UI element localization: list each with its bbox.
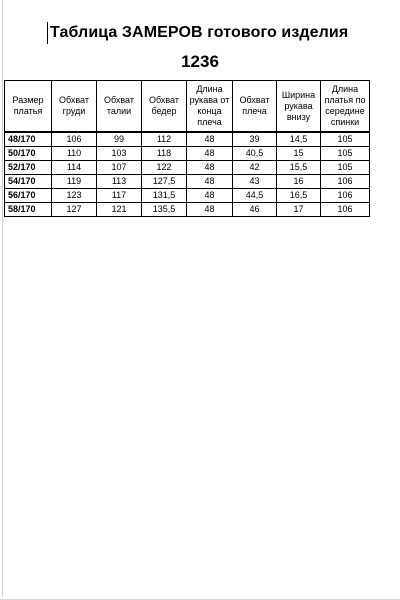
table-cell[interactable]: 105 — [321, 147, 370, 161]
table-cell[interactable]: 46 — [233, 203, 277, 217]
table-cell[interactable]: 42 — [233, 161, 277, 175]
table-header-row — [5, 81, 370, 133]
table-cell[interactable]: 48 — [187, 132, 233, 147]
table-cell[interactable]: 15,5 — [277, 161, 321, 175]
table-cell[interactable]: 131,5 — [142, 189, 187, 203]
column-header[interactable]: Обхват талии — [97, 81, 142, 133]
table-row — [5, 189, 370, 203]
table-cell[interactable]: 16 — [277, 175, 321, 189]
column-header[interactable]: Размер платья — [5, 81, 52, 133]
model-number[interactable]: 1236 — [181, 52, 219, 71]
table-cell[interactable]: 106 — [52, 132, 97, 147]
table-cell[interactable]: 114 — [52, 161, 97, 175]
table-cell[interactable]: 16,5 — [277, 189, 321, 203]
table-cell[interactable]: 17 — [277, 203, 321, 217]
table-cell[interactable]: 106 — [321, 203, 370, 217]
column-header[interactable]: Обхват плеча — [233, 81, 277, 133]
measurements-table — [4, 80, 370, 217]
size-cell[interactable]: 50/170 — [5, 147, 52, 161]
table-cell[interactable]: 110 — [52, 147, 97, 161]
table-cell[interactable]: 106 — [321, 175, 370, 189]
table-row — [5, 147, 370, 161]
column-header[interactable]: Длина рукава от конца плеча — [187, 81, 233, 133]
column-header[interactable]: Длина платья по середине спинки — [321, 81, 370, 133]
table-cell[interactable]: 106 — [321, 189, 370, 203]
table-cell[interactable]: 107 — [97, 161, 142, 175]
table-cell[interactable]: 48 — [187, 161, 233, 175]
page-edge — [2, 0, 3, 596]
table-cell[interactable]: 121 — [97, 203, 142, 217]
table-row — [5, 132, 370, 147]
column-header[interactable]: Ширина рукава внизу — [277, 81, 321, 133]
table-cell[interactable]: 48 — [187, 147, 233, 161]
table-cell[interactable]: 113 — [97, 175, 142, 189]
table-cell[interactable]: 123 — [52, 189, 97, 203]
size-cell[interactable]: 54/170 — [5, 175, 52, 189]
table-cell[interactable]: 118 — [142, 147, 187, 161]
table-cell[interactable]: 119 — [52, 175, 97, 189]
table-row — [5, 161, 370, 175]
table-cell[interactable]: 15 — [277, 147, 321, 161]
table-cell[interactable]: 48 — [187, 189, 233, 203]
table-cell[interactable]: 117 — [97, 189, 142, 203]
table-cell[interactable]: 127 — [52, 203, 97, 217]
table-cell[interactable]: 48 — [187, 203, 233, 217]
table-cell[interactable]: 14,5 — [277, 132, 321, 147]
size-cell[interactable]: 56/170 — [5, 189, 52, 203]
document-title[interactable]: Таблица ЗАМЕРОВ готового изделия — [50, 24, 349, 41]
table-cell[interactable]: 44,5 — [233, 189, 277, 203]
table-cell[interactable]: 127,5 — [142, 175, 187, 189]
table-cell[interactable]: 99 — [97, 132, 142, 147]
column-header[interactable]: Обхват бедер — [142, 81, 187, 133]
size-cell[interactable]: 48/170 — [5, 132, 52, 147]
table-cell[interactable]: 105 — [321, 161, 370, 175]
column-header[interactable]: Обхват груди — [52, 81, 97, 133]
table-row — [5, 175, 370, 189]
text-cursor — [47, 22, 48, 44]
table-cell[interactable]: 105 — [321, 132, 370, 147]
table-cell[interactable]: 122 — [142, 161, 187, 175]
table-cell[interactable]: 103 — [97, 147, 142, 161]
table-cell[interactable]: 39 — [233, 132, 277, 147]
table-cell[interactable]: 43 — [233, 175, 277, 189]
table-cell[interactable]: 40,5 — [233, 147, 277, 161]
table-cell[interactable]: 48 — [187, 175, 233, 189]
table-cell[interactable]: 112 — [142, 132, 187, 147]
size-cell[interactable]: 52/170 — [5, 161, 52, 175]
table-cell[interactable]: 135,5 — [142, 203, 187, 217]
size-cell[interactable]: 58/170 — [5, 203, 52, 217]
table-row — [5, 203, 370, 217]
